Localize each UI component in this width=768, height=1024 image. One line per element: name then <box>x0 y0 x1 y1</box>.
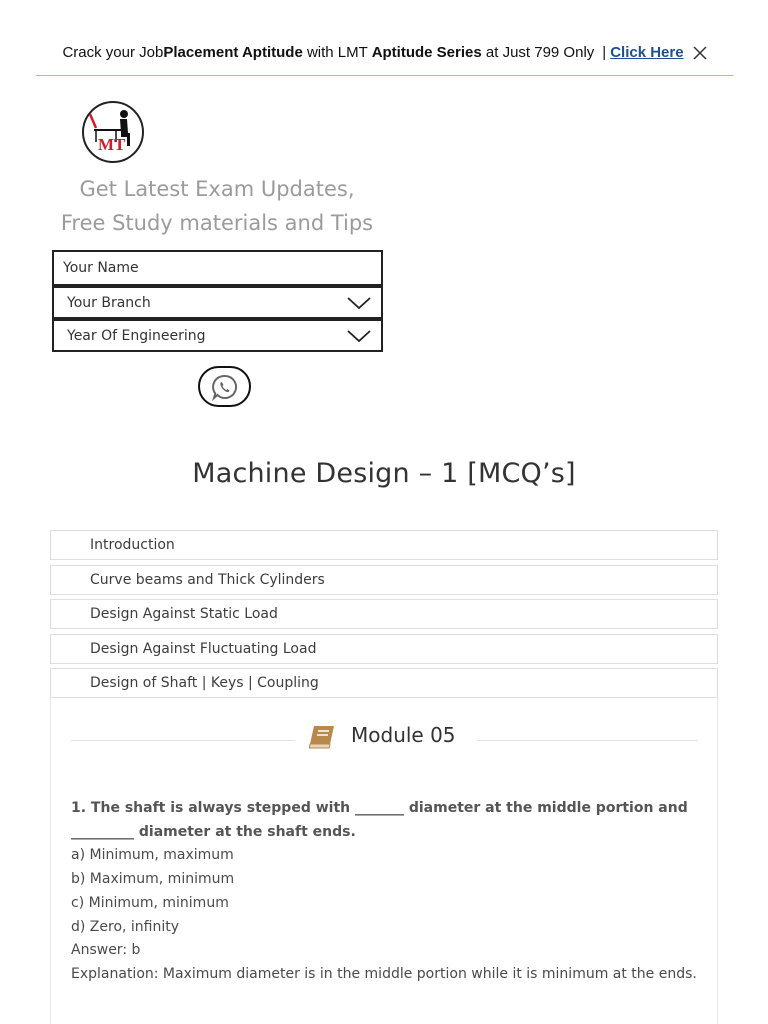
whatsapp-submit-button[interactable] <box>198 366 251 407</box>
module-title: Module 05 <box>351 723 456 747</box>
option-c: c) Minimum, minimum <box>71 894 229 911</box>
year-select[interactable] <box>52 319 383 352</box>
banner-separator: | <box>602 44 607 61</box>
explanation-text: Explanation: Maximum diameter is in the middle portion while it is minimum at the ends. <box>71 965 697 982</box>
accordion-label: Introduction <box>90 537 175 553</box>
accordion-label: Design of Shaft | Keys | Coupling <box>90 675 319 691</box>
chevron-down-icon <box>347 328 371 344</box>
whatsapp-icon <box>211 373 239 401</box>
accordion-item-shaft-keys-coupling[interactable] <box>50 668 718 698</box>
name-placeholder: Your Name <box>63 260 139 276</box>
logo-text: MT <box>98 135 126 154</box>
answer-text: Answer: b <box>71 942 141 959</box>
accordion-label: Design Against Fluctuating Load <box>90 641 317 657</box>
banner-text-5: at Just 799 Only <box>481 44 595 61</box>
accordion-item-static-load[interactable] <box>50 599 718 629</box>
banner-text-4: Aptitude Series <box>371 44 482 61</box>
page-title: Machine Design – 1 [MCQ’s] <box>192 458 576 489</box>
divider <box>477 740 698 741</box>
banner-text-2: Placement Aptitude <box>163 44 303 61</box>
promo-line-1: Get Latest Exam Updates, <box>79 177 355 201</box>
logo-icon <box>80 100 146 164</box>
promo-line-2: Free Study materials and Tips <box>60 211 374 235</box>
accordion-item-curve-beams[interactable] <box>50 565 718 595</box>
accordion-label: Curve beams and Thick Cylinders <box>90 572 325 588</box>
accordion-item-introduction[interactable] <box>50 530 718 560</box>
accordion-label: Design Against Static Load <box>90 606 278 622</box>
banner-text-1: Crack your Job <box>62 44 164 61</box>
branch-select[interactable] <box>52 286 383 319</box>
module-heading <box>71 723 698 753</box>
accordion-panel-module-05 <box>50 697 718 1024</box>
book-icon <box>309 725 335 749</box>
promo-heading <box>40 172 394 240</box>
banner-text-3: with LMT <box>302 44 372 61</box>
option-a: a) Minimum, maximum <box>71 847 234 864</box>
accordion-item-fluctuating-load[interactable] <box>50 634 718 664</box>
option-d: d) Zero, infinity <box>71 918 180 935</box>
option-b: b) Maximum, minimum <box>71 871 235 888</box>
chevron-down-icon <box>347 295 371 311</box>
name-input[interactable] <box>52 250 383 286</box>
click-here-link[interactable]: Click Here <box>610 44 684 61</box>
branch-selected-value: Your Branch <box>67 294 151 311</box>
close-icon[interactable] <box>693 46 707 60</box>
year-selected-value: Year Of Engineering <box>67 327 206 344</box>
question-block <box>71 797 701 987</box>
question-text: 1. The shaft is always stepped with _______ diameter at the middle portion and _________ diameter at the shaft ends. <box>71 800 688 840</box>
divider <box>71 740 295 741</box>
announcement-bar <box>36 38 733 76</box>
